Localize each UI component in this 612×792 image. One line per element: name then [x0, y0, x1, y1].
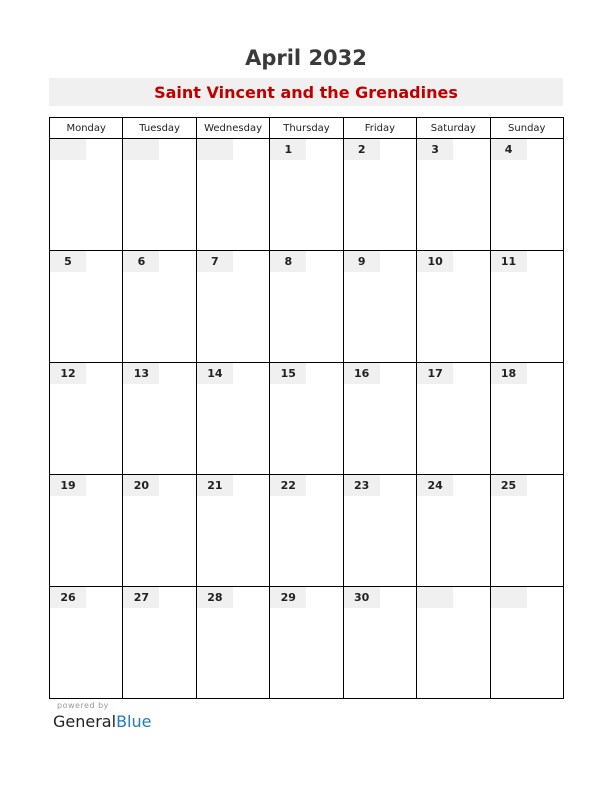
day-cell	[343, 475, 416, 587]
weekday-header: Monday	[50, 118, 123, 139]
day-number: 19	[50, 475, 86, 496]
day-number: 5	[50, 251, 86, 272]
day-cell	[343, 363, 416, 475]
day-number: 27	[123, 587, 159, 608]
week-row	[50, 587, 564, 699]
day-cell	[417, 363, 490, 475]
day-number: 4	[491, 139, 527, 160]
day-cell	[50, 475, 123, 587]
weekday-header: Saturday	[417, 118, 490, 139]
day-number: 15	[270, 363, 306, 384]
day-cell	[270, 139, 343, 251]
day-cell	[196, 363, 269, 475]
day-number: 13	[123, 363, 159, 384]
day-number: 11	[491, 251, 527, 272]
calendar-grid	[49, 117, 564, 699]
day-number: 12	[50, 363, 86, 384]
day-cell	[270, 587, 343, 699]
day-cell	[123, 139, 196, 251]
day-number	[491, 587, 527, 608]
weekday-header-row	[50, 118, 564, 139]
day-number: 17	[417, 363, 453, 384]
week-row	[50, 139, 564, 251]
day-number: 26	[50, 587, 86, 608]
day-cell	[490, 587, 563, 699]
day-number: 2	[344, 139, 380, 160]
day-cell	[270, 363, 343, 475]
day-cell	[196, 475, 269, 587]
day-cell	[123, 475, 196, 587]
day-number	[417, 587, 453, 608]
day-number: 21	[197, 475, 233, 496]
day-number: 25	[491, 475, 527, 496]
day-number: 29	[270, 587, 306, 608]
day-cell	[417, 251, 490, 363]
weekday-header: Thursday	[270, 118, 343, 139]
day-number: 24	[417, 475, 453, 496]
day-number: 23	[344, 475, 380, 496]
day-cell	[123, 587, 196, 699]
day-cell	[270, 251, 343, 363]
day-cell	[50, 251, 123, 363]
day-cell	[123, 251, 196, 363]
day-number: 18	[491, 363, 527, 384]
weekday-header: Tuesday	[123, 118, 196, 139]
day-cell	[417, 475, 490, 587]
day-number: 30	[344, 587, 380, 608]
day-cell	[196, 139, 269, 251]
day-number: 16	[344, 363, 380, 384]
weekday-header: Friday	[343, 118, 416, 139]
day-number: 28	[197, 587, 233, 608]
day-cell	[50, 363, 123, 475]
day-cell	[490, 251, 563, 363]
day-number: 22	[270, 475, 306, 496]
week-row	[50, 251, 564, 363]
day-number	[123, 139, 159, 160]
week-row	[50, 475, 564, 587]
day-cell	[343, 587, 416, 699]
day-cell	[490, 475, 563, 587]
brand-blue-text: Blue	[116, 712, 152, 731]
day-cell	[343, 139, 416, 251]
day-cell	[50, 139, 123, 251]
day-cell	[196, 251, 269, 363]
page-title: April 2032	[245, 46, 367, 70]
day-cell	[270, 475, 343, 587]
day-cell	[196, 587, 269, 699]
day-cell	[417, 139, 490, 251]
day-cell	[417, 587, 490, 699]
weekday-header: Sunday	[490, 118, 563, 139]
powered-by-text: powered by	[57, 701, 109, 710]
day-number: 20	[123, 475, 159, 496]
day-number: 14	[197, 363, 233, 384]
day-number	[197, 139, 233, 160]
day-number: 7	[197, 251, 233, 272]
day-number: 3	[417, 139, 453, 160]
country-name: Saint Vincent and the Grenadines	[154, 83, 458, 102]
weekday-header: Wednesday	[196, 118, 269, 139]
day-cell	[490, 139, 563, 251]
day-number: 10	[417, 251, 453, 272]
brand-logo[interactable]	[53, 712, 151, 731]
day-cell	[50, 587, 123, 699]
day-number	[50, 139, 86, 160]
day-number: 9	[344, 251, 380, 272]
country-banner	[49, 78, 563, 106]
day-cell	[123, 363, 196, 475]
day-number: 6	[123, 251, 159, 272]
week-row	[50, 363, 564, 475]
brand-general-text: General	[53, 712, 117, 731]
day-number: 1	[270, 139, 306, 160]
day-number: 8	[270, 251, 306, 272]
day-cell	[343, 251, 416, 363]
day-cell	[490, 363, 563, 475]
